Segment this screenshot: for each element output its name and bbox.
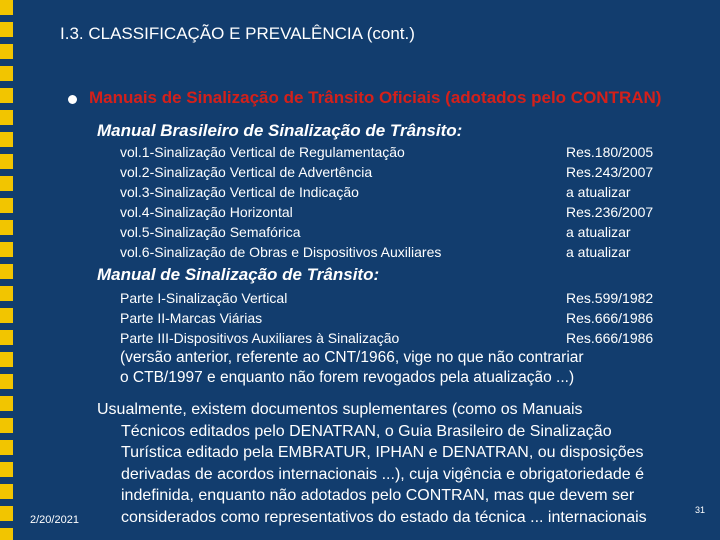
manual2-resolution: Res.666/1986 [566, 330, 654, 346]
supplementary-paragraph [97, 399, 647, 528]
paragraph-line: Técnicos editados pelo DENATRAN, o Guia Brasileiro de Sinalização [121, 422, 612, 440]
note-line: (versão anterior, referente ao CNT/1966, vige no que não contrariar [120, 349, 584, 366]
paragraph-line: derivadas de acordos internacionais ...), cuja vigência e obrigatoriedade é [121, 465, 644, 483]
note-line: o CTB/1997 e enquanto não forem revogados pela atualização ...) [120, 369, 575, 386]
manual1-resolution: a atualizar [566, 244, 631, 260]
manual1-item: vol.1-Sinalização Vertical de Regulamentação [120, 144, 405, 160]
paragraph-line: Usualmente, existem documentos suplementares (como os Manuais [97, 401, 583, 418]
slide-title: I.3. CLASSIFICAÇÃO E PREVALÊNCIA (cont.) [60, 24, 415, 43]
manual1-item: vol.5-Sinalização Semafórica [120, 224, 301, 240]
manual1-resolution-list [566, 142, 653, 262]
manual1-item: vol.6-Sinalização de Obras e Dispositivos Auxiliares [120, 244, 442, 260]
manual2-resolution: Res.666/1986 [566, 310, 654, 326]
manual2-heading: Manual de Sinalização de Trânsito: [97, 265, 380, 284]
paragraph-line: considerados como representativos do estado da técnica ... internacionais [121, 508, 647, 526]
manual2-item: Parte III-Dispositivos Auxiliares à Sinalização [120, 330, 400, 346]
manual1-resolution: a atualizar [566, 224, 631, 240]
page-number: 31 [695, 505, 706, 515]
manual2-resolution-list [566, 288, 653, 348]
bullet-icon [68, 95, 77, 104]
manual1-item: vol.4-Sinalização Horizontal [120, 204, 293, 220]
paragraph-line: indefinida, enquanto não adotados pelo CONTRAN, mas que devem ser [121, 487, 635, 504]
manual2-note [120, 348, 584, 388]
manual2-item: Parte I-Sinalização Vertical [120, 290, 288, 306]
manual1-resolution: Res.236/2007 [566, 204, 654, 220]
paragraph-line: Turística editado pela EMBRATUR, IPHAN e DENATRAN, ou disposições [121, 444, 644, 461]
manual1-resolution: a atualizar [566, 184, 631, 200]
bullet-heading: Manuais de Sinalização de Trânsito Oficiais (adotados pelo CONTRAN) [89, 88, 662, 107]
footer-date: 2/20/2021 [30, 514, 79, 526]
manual2-part-list [120, 288, 399, 348]
decorative-left-stripe [0, 0, 13, 540]
manual1-item: vol.3-Sinalização Vertical de Indicação [120, 184, 359, 200]
manual1-resolution: Res.180/2005 [566, 144, 654, 160]
manual2-resolution: Res.599/1982 [566, 290, 654, 306]
manual1-item: vol.2-Sinalização Vertical de Advertência [120, 164, 373, 180]
manual1-volume-list [120, 142, 441, 262]
manual1-resolution: Res.243/2007 [566, 164, 654, 180]
manual1-heading: Manual Brasileiro de Sinalização de Trânsito: [97, 121, 463, 140]
manual2-item: Parte II-Marcas Viárias [120, 310, 263, 326]
